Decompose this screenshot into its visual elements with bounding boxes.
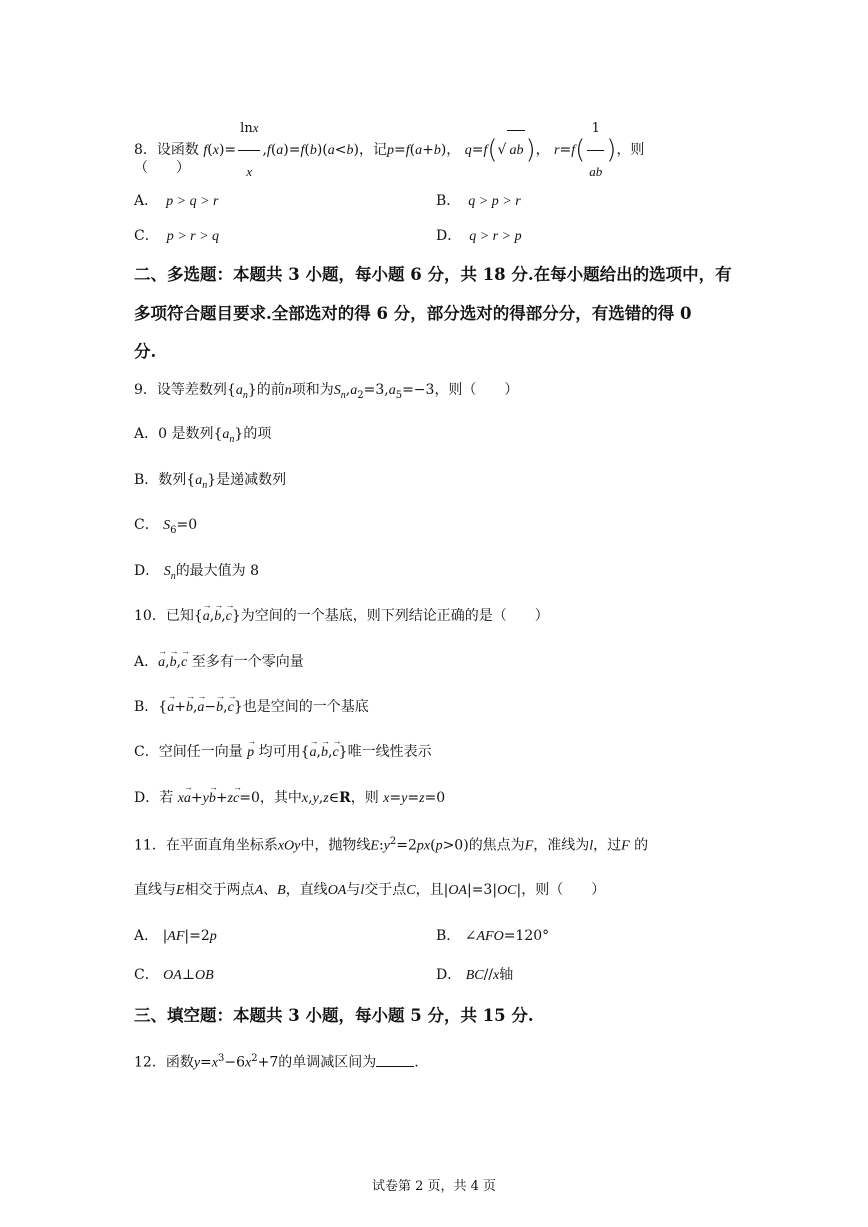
q8-stem: 8．设函数 f(x)= $\frac{\ln x}{x}$ ,f(a)=f(b)(a<b)，记p=f(a+b)， q=f(√ ab)， r=f( $\frac{1}{ab}$ )，则 xyxy=(134,108,644,192)
q11-stem-line2: 直线与E相交于两点A、B，直线OA与l交于点C，且|OA|=3|OC|，则（ ） xyxy=(134,882,606,898)
q11-option-d[interactable]: D． BC//x轴 xyxy=(436,967,514,983)
q10-option-d[interactable]: D．若 x→ a+y→ b+z→ c=0，其中x,y,z∈R，则 x=y=z=0 xyxy=(134,791,445,806)
q9-option-a[interactable]: A．0 是数列$\{a_n\}$的项 xyxy=(134,426,272,445)
q10-option-b[interactable]: B．{→ a+→ b,→ a−→ b,→ c}也是空间的一个基底 xyxy=(134,700,369,715)
q9-option-b[interactable]: B．数列$\{a_n\}$是递减数列 xyxy=(134,472,287,491)
q8-option-c[interactable]: C． p > r > q xyxy=(134,228,220,244)
q10-option-c[interactable]: C．空间任一向量 → p 均可用{→ a,→ b,→ c}唯一线性表示 xyxy=(134,745,432,760)
q8-option-b[interactable]: B． q > p > r xyxy=(436,193,521,209)
q9-stem: 9．设等差数列$\{a_n\}$的前n项和为$S_n,a_2=3,a_5=-3$，则（ ） xyxy=(134,382,519,401)
page-footer: 试卷第 2 页，共 4 页 xyxy=(371,1179,497,1194)
q11-option-c[interactable]: C． OA⊥OB xyxy=(134,967,214,983)
q9-option-d[interactable]: D． $S_n$的最大值为 8 xyxy=(134,563,260,582)
q12-answer-blank[interactable] xyxy=(376,1066,414,1067)
q10-option-a[interactable]: A．→ a,→ b,→ c 至多有一个零向量 xyxy=(134,655,304,670)
q8-option-a[interactable]: A． p > q > r xyxy=(134,193,219,209)
q10-stem: 10．已知{→ a,→ b,→ c}为空间的一个基底，则下列结论正确的是（ ） xyxy=(134,609,549,624)
section2-heading-line3: 分. xyxy=(134,342,157,361)
q11-option-a[interactable]: A． |AF|=2p xyxy=(134,928,217,944)
q8-answer-paren: （ ） xyxy=(134,160,190,176)
q9-option-c[interactable]: C． $S_6=0$ xyxy=(134,517,198,536)
q8-option-d[interactable]: D． q > r > p xyxy=(436,228,522,244)
section3-heading: 三、填空题：本题共 3 小题，每小题 5 分，共 15 分. xyxy=(134,1006,534,1025)
section2-heading-line2: 多项符合题目要求.全部选对的得 6 分，部分选对的得部分分，有选错的得 0 xyxy=(134,304,692,323)
section2-heading-line1: 二、多选题：本题共 3 小题，每小题 6 分，共 18 分.在每小题给出的选项中，有 xyxy=(134,265,732,284)
q12-stem: 12．函数$y=x^3-6x^2+7$的单调减区间为 . xyxy=(134,1053,419,1071)
q11-stem-line1: 11．在平面直角坐标系xOy中，抛物线$E:y^2=2px(p>0)$的焦点为F，准线为l，过F 的 xyxy=(134,836,649,854)
q11-option-b[interactable]: B． ∠AFO=120° xyxy=(436,928,550,944)
